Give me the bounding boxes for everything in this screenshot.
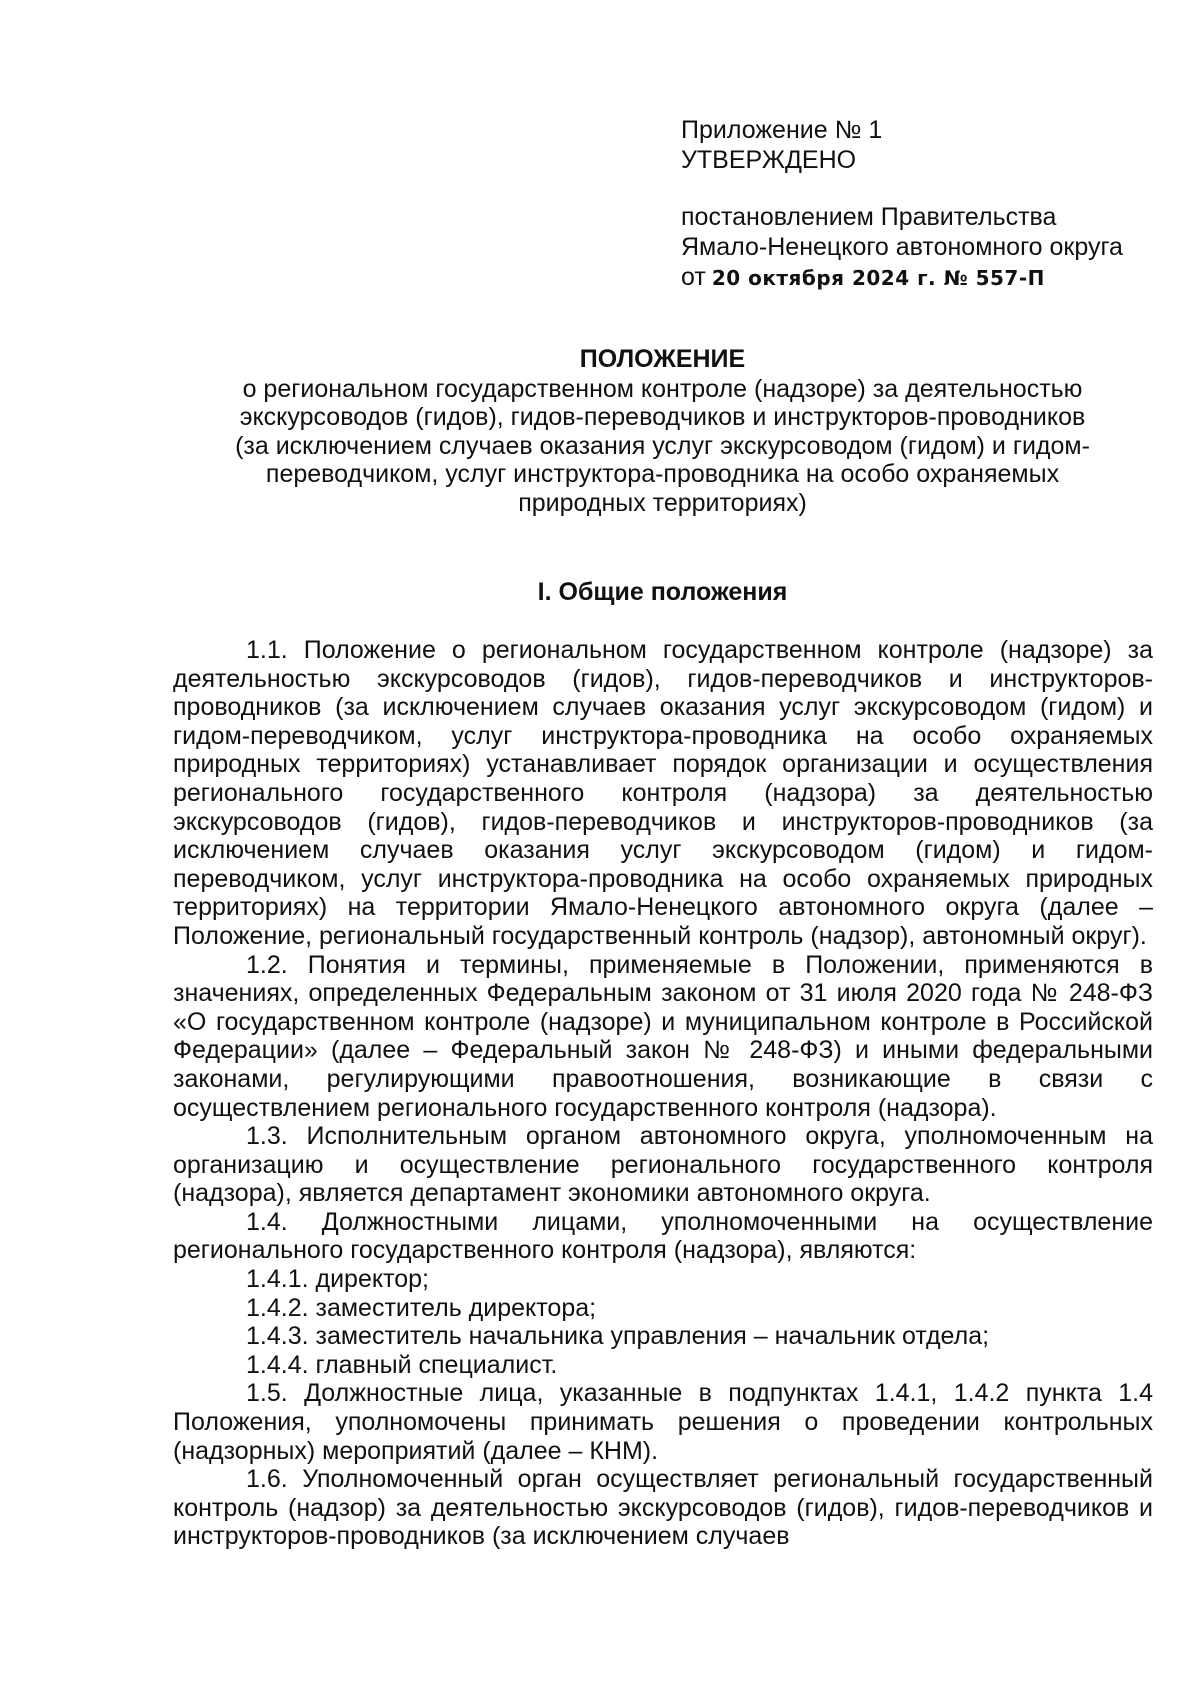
header-gap [681,175,1181,202]
paragraph-1-5: 1.5. Должностные лица, указанные в подпунктах 1.4.1, 1.4.2 пункта 1.4 Положения, уполномочены принимать решения о проведении контрольных (надзорных) мероприятий (далее – КНМ). [173,1379,1153,1465]
title-subline: (за исключением случаев оказания услуг экскурсоводом (гидом) и гидом- [235,431,1090,460]
title-subline: переводчиком, услуг инструктора-проводника на особо охраняемых [265,460,1060,488]
paragraph-1-3: 1.3. Исполнительным органом автономного округа, уполномоченным на организацию и осуществление регионального государственного контроля (надзора), является департамент экономики автономного округа. [173,1122,1153,1208]
document-title-block [170,345,1155,517]
paragraph-1-4: 1.4. Должностными лицами, уполномоченными на осуществление регионального государственного контроля (надзора), являются: [173,1207,1153,1265]
approval-header [681,115,1181,293]
section-heading: I. Общие положения [537,578,788,606]
title-subline: природных территориях) [518,488,807,517]
document-title: ПОЛОЖЕНИЕ [579,345,746,373]
paragraph-1-4-4: 1.4.4. главный специалист. [246,1350,558,1379]
appendix-number: Приложение № 1 [681,116,883,144]
date-prefix: от [681,263,706,291]
paragraph-1-4-1: 1.4.1. директор; [246,1265,429,1294]
paragraph-1-4-3: 1.4.3. заместитель начальника управления – начальник отдела; [246,1322,990,1351]
resolution-line-1: постановлением Правительства [681,203,1057,231]
paragraph-1-4-2: 1.4.2. заместитель директора; [246,1293,597,1322]
paragraph-1-2: 1.2. Понятия и термины, применяемые в Положении, применяются в значениях, определенных Федеральным законом от 31 июля 2020 года № 248-ФЗ «О государственном контроле (надзоре) и муниципальном контроле в Российской Федерации» (далее – Федеральный закон № 248-ФЗ) и иными федеральными законами, регулирующими правоотношения, возникающие в связи с осуществлением регионального государственного контроля (надзора). [173,950,1153,1122]
title-subline: о региональном государственном контроле (надзоре) за деятельностью [242,374,1083,403]
document-body [173,636,1153,1551]
title-subline: экскурсоводов (гидов), гидов-переводчиков и инструкторов-проводников [239,403,1086,431]
paragraph-1-1: 1.1. Положение о региональном государственном контроле (надзоре) за деятельностью экскурсоводов (гидов), гидов-переводчиков и инструкторов-проводников (за исключением случаев оказания услуг экскурсоводом (гидом) и гидом-переводчиком, услуг инструктора-проводника на особо охраняемых природных территориях) устанавливает порядок организации и осуществления регионального государственного контроля (надзора) за деятельностью экскурсоводов (гидов), гидов-переводчиков и инструкторов-проводников (за исключением случаев оказания услуг экскурсоводом (гидом) и гидом-переводчиком, услуг инструктора-проводника на особо охраняемых природных территориях) на территории Ямало-Ненецкого автономного округа (далее – Положение, региональный государственный контроль (надзор), автономный округ). [173,636,1153,950]
approved-stamp-text: УТВЕРЖДЕНО [681,146,857,174]
resolution-date-line [681,262,1181,293]
paragraph-1-6: 1.6. Уполномоченный орган осуществляет региональный государственный контроль (надзор) за деятельностью экскурсоводов (гидов), гидов-переводчиков и инструкторов-проводников (за исключением случаев [173,1465,1153,1551]
resolution-date-number: 20 октября 2024 г. № 557-П [711,266,1045,290]
resolution-line-2: Ямало-Ненецкого автономного округа [681,233,1123,261]
